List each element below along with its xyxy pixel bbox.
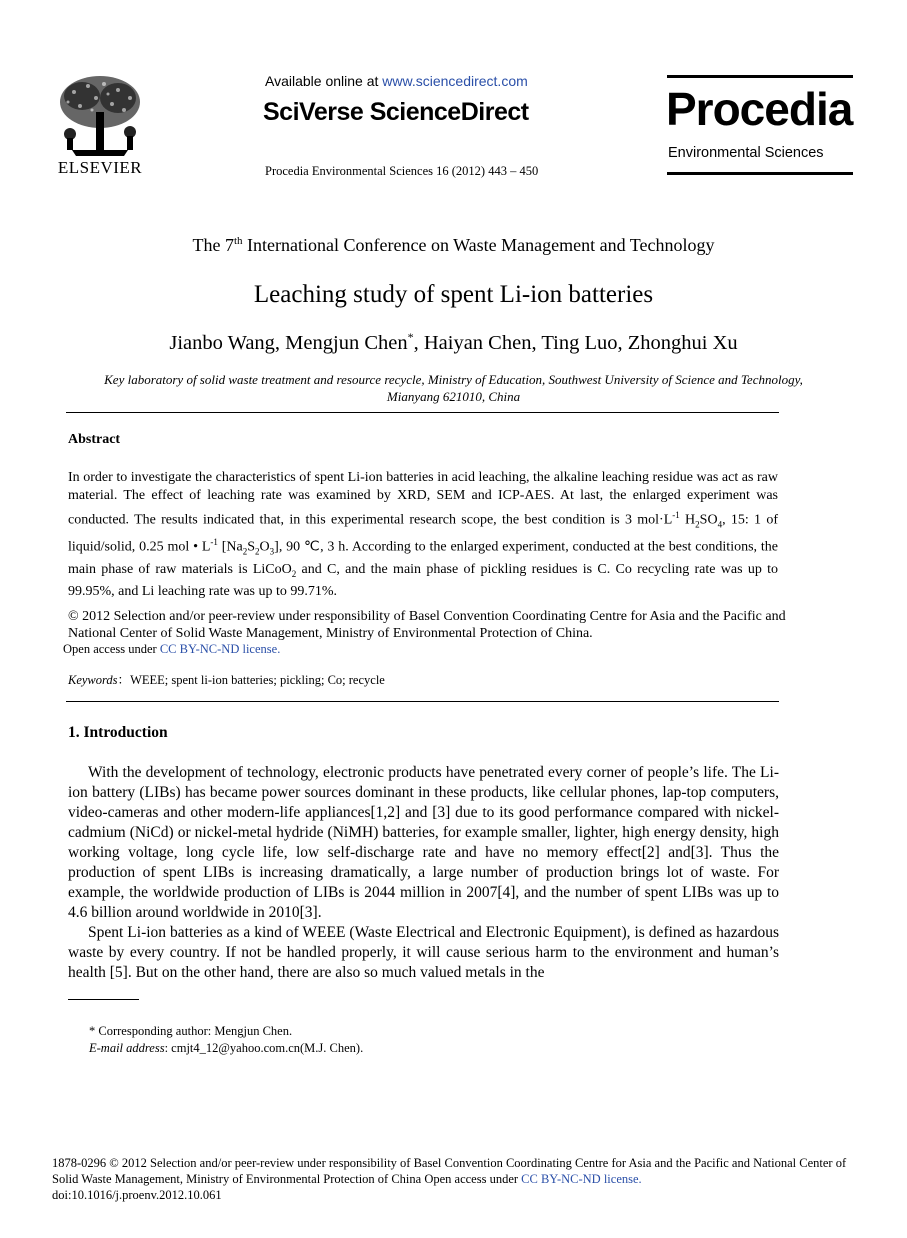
license-link[interactable]: CC BY-NC-ND license. bbox=[159, 642, 281, 656]
procedia-bottom-rule bbox=[667, 172, 853, 175]
email-label: E-mail address bbox=[89, 1041, 165, 1055]
open-access-prefix: Open access under bbox=[63, 642, 160, 656]
paper-title: Leaching study of spent Li-ion batteries bbox=[253, 281, 654, 308]
open-access-notice bbox=[63, 642, 280, 657]
keywords-label: Keywords bbox=[68, 673, 118, 687]
keywords bbox=[68, 670, 385, 688]
author-list bbox=[0, 330, 907, 355]
elsevier-logo bbox=[52, 72, 148, 180]
procedia-top-rule bbox=[667, 75, 853, 78]
authors-after: , Haiyan Chen, Ting Luo, Zhonghui Xu bbox=[413, 331, 738, 354]
issn-copyright: 1878-0296 © 2012 Selection and/or peer-review under responsibility of Basel Convention Coordinating Centre for Asia and the Pacific and National Center of Solid Waste Management, Ministry of Environmental Protection of China bbox=[52, 1156, 847, 1186]
authors-before: Jianbo Wang, Mengjun Chen bbox=[169, 331, 408, 354]
keywords-separator: ： bbox=[117, 673, 131, 687]
abstract-body: In order to investigate the characteristics of spent Li-ion batteries in acid leaching, the alkaline leaching residue was act as raw material. The effect of leaching rate was examined by XRD, SEM and ICP-AES. At last, the enlarged experiment was conducted. The results indicated that, in this experimental research scope, the best condition is 3 $mol\cdot L^{-1}$ $H_2SO_4$, 15: 1 of liquid/solid, 0.25 mol • $L^{-1}$ $[Na_2S_2O_3]$, 90 ℃, 3 h. According to the enlarged experiment, conducted at the best conditions, the main phase of raw materials is LiCoO$_2$ and C, and the main phase of pickling residues is C. Co recycling rate was up to 99.95%, and Li leaching rate was up to 99.71%. bbox=[68, 470, 778, 600]
keywords-text: WEEE; spent li-ion batteries; pickling; Co; recycle bbox=[130, 673, 385, 687]
abstract-top-rule bbox=[66, 412, 779, 413]
abstract-bottom-rule bbox=[66, 701, 779, 702]
bottom-license-link[interactable]: CC BY-NC-ND license. bbox=[521, 1172, 642, 1186]
conference-name bbox=[0, 235, 907, 256]
journal-reference: Procedia Environmental Sciences 16 (2012) 443 – 450 bbox=[265, 164, 539, 178]
intro-body bbox=[68, 763, 779, 983]
bottom-open-access-prefix: Open access under bbox=[424, 1172, 522, 1186]
available-prefix: Available online at bbox=[265, 73, 383, 89]
doi[interactable]: doi:10.1016/j.proenv.2012.10.061 bbox=[52, 1188, 222, 1202]
footnote-rule bbox=[68, 999, 139, 1000]
footnote-corresponding: * Corresponding author: Mengjun Chen. bbox=[89, 1024, 293, 1038]
sciencedirect-link[interactable]: www.sciencedirect.com bbox=[382, 73, 528, 89]
conference-prefix: The 7 bbox=[192, 235, 234, 255]
conference-suffix: International Conference on Waste Management and Technology bbox=[242, 235, 715, 255]
bottom-info bbox=[52, 1155, 857, 1203]
email-address[interactable]: : cmjt4_12@yahoo.com.cn(M.J. Chen). bbox=[164, 1041, 364, 1055]
copyright-notice: © 2012 Selection and/or peer-review under responsibility of Basel Convention Coordinating Centre for Asia and the Pacific and National Center of Solid Waste Management, Ministry of Environmental Protection of China. bbox=[68, 609, 786, 641]
procedia-logo-subtitle: Environmental Sciences bbox=[668, 145, 824, 161]
elsevier-tree-icon bbox=[52, 72, 148, 158]
abstract-heading: Abstract bbox=[68, 432, 121, 447]
sciverse-logo: SciVerse ScienceDirect bbox=[263, 98, 529, 126]
elsevier-wordmark: ELSEVIER bbox=[57, 158, 143, 177]
intro-paragraph-2: Spent Li-ion batteries as a kind of WEEE (Waste Electrical and Electronic Equipment), is defined as hazardous waste by every country. If not be handled properly, it will cause serious harm to the environment and human’s health [5]. But on the other hand, there are also so much valued metals in the bbox=[68, 924, 779, 981]
footnote-email bbox=[89, 1041, 363, 1056]
procedia-logo-title: Procedia bbox=[666, 83, 853, 135]
corresponding-mark: * bbox=[407, 330, 414, 344]
available-online bbox=[265, 73, 528, 89]
intro-paragraph-1: With the development of technology, electronic products have penetrated every corner of people’s life. The Li-ion battery (LIBs) has became power sources dominant in these products, like cellular phones, lap-top computers, video-cameras and other modern-life appliances[1,2] and [3] due to its good performance compared with nickel-cadmium (NiCd) or nickel-metal hydride (NiMH) batteries, for example smaller, lighter, high energy density, high working voltage, long cycle life, low self-discharge rate and have no memory effect[2] and[3]. Thus the production of spent LIBs is increasing dramatically, a large number of production brings lot of waste. For example, the worldwide production of LIBs is 2044 million in 2007[4], and the number of spent LIBs was up to 4.6 billion around worldwide in 2010[3]. bbox=[68, 764, 779, 921]
conference-sup: th bbox=[233, 235, 243, 247]
section-heading: 1. Introduction bbox=[68, 724, 168, 741]
affiliation: Key laboratory of solid waste treatment and resource recycle, Ministry of Education, Southwest University of Science and Technology, Mianyang 621010, China bbox=[104, 372, 803, 404]
